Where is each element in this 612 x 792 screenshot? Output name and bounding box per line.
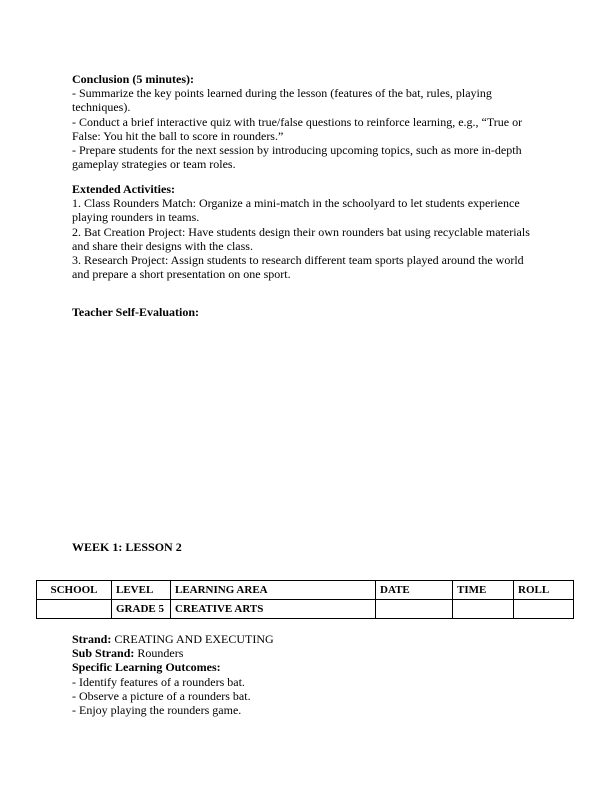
teacher-self-evaluation-heading: Teacher Self-Evaluation: [72, 305, 200, 319]
conclusion-section [72, 72, 546, 171]
table-header-learning-area: LEARNING AREA [171, 581, 376, 600]
sub-strand-line [72, 646, 546, 660]
outcomes-heading: Specific Learning Outcomes: [72, 660, 221, 675]
table-row [37, 600, 574, 619]
strand-label: Strand: [72, 632, 112, 646]
table-header-level: LEVEL [112, 581, 171, 600]
outcome-line: - Identify features of a rounders bat. [72, 674, 245, 689]
table-cell-learning-area: CREATIVE ARTS [171, 600, 376, 619]
extended-activities-line: 2. Bat Creation Project: Have students design their own rounders bat using recyclable materials [72, 224, 530, 239]
week-lesson-heading: WEEK 1: LESSON 2 [72, 540, 182, 554]
lesson-info-table [36, 580, 574, 619]
table-cell-level: GRADE 5 [112, 600, 171, 619]
conclusion-line: - Summarize the key points learned during the lesson (features of the bat, rules, playing [72, 86, 492, 101]
outcome-line: - Observe a picture of a rounders bat. [72, 688, 251, 703]
conclusion-line: gameplay strategies or team roles. [72, 157, 236, 172]
week-lesson-section [72, 540, 546, 554]
strand-section [72, 632, 546, 717]
extended-activities-section [72, 182, 546, 281]
conclusion-line: techniques). [72, 100, 131, 115]
table-cell-roll [514, 600, 574, 619]
table-cell-school [37, 600, 112, 619]
extended-activities-line: playing rounders in teams. [72, 210, 200, 225]
table-cell-time [453, 600, 514, 619]
outcome-line: - Enjoy playing the rounders game. [72, 703, 242, 718]
strand-value: CREATING AND EXECUTING [111, 632, 274, 646]
conclusion-line: False: You hit the ball to score in rounders.” [72, 128, 284, 143]
sub-strand-value: Rounders [134, 646, 184, 661]
extended-activities-line: and share their designs with the class. [72, 238, 253, 253]
extended-activities-line: 1. Class Rounders Match: Organize a mini-match in the schoolyard to let students experience [72, 196, 520, 211]
table-header-roll: ROLL [514, 581, 574, 600]
teacher-self-evaluation-section [72, 305, 546, 319]
table-header-time: TIME [453, 581, 514, 600]
extended-activities-line: 3. Research Project: Assign students to research different team sports played around the world [72, 253, 524, 268]
strand-line [72, 632, 546, 646]
sub-strand-label: Sub Strand: [72, 646, 135, 661]
conclusion-line: - Prepare students for the next session by introducing upcoming topics, such as more in-depth [72, 143, 522, 158]
table-header-row [37, 581, 574, 600]
table-header-date: DATE [376, 581, 453, 600]
conclusion-heading: Conclusion (5 minutes): [72, 72, 195, 86]
table-cell-date [376, 600, 453, 619]
extended-activities-heading: Extended Activities: [72, 182, 175, 196]
table-header-school: SCHOOL [37, 581, 112, 600]
conclusion-line: - Conduct a brief interactive quiz with true/false questions to reinforce learning, e.g., “True or [72, 114, 523, 129]
extended-activities-line: and prepare a short presentation on one sport. [72, 267, 291, 282]
